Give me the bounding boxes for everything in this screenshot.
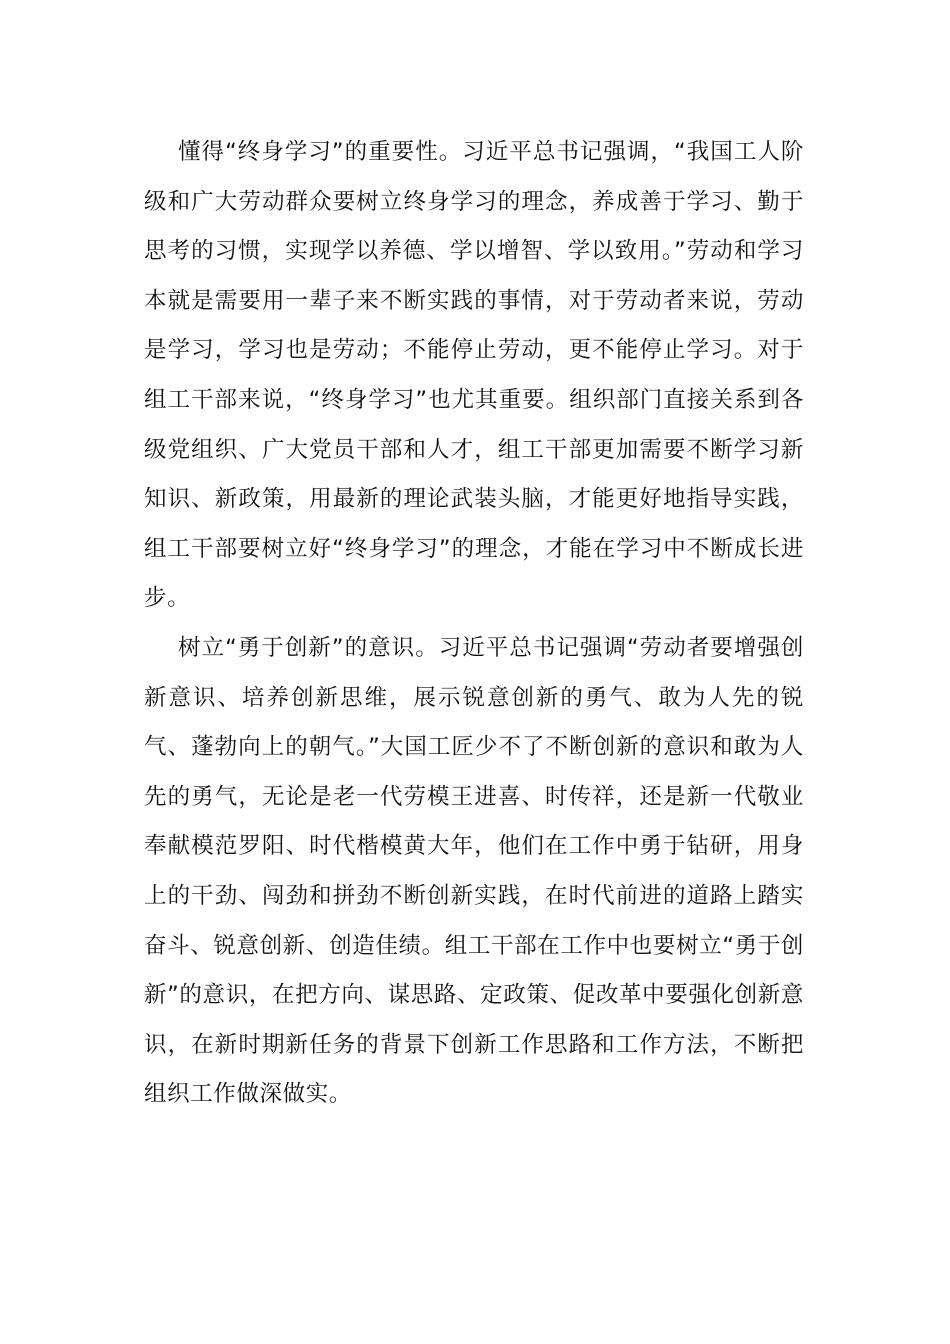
- paragraph-innovation: 树立“勇于创新”的意识。习近平总书记强调“劳动者要增强创新意识、培养创新思维，展示锐意创新的勇气、敢为人先的锐气、蓬勃向上的朝气。”大国工匠少不了不断创新的意识和敢为人先的勇气，无论是老一代劳模王进喜、时传祥，还是新一代敬业奉献模范罗阳、时代楷模黄大年，他们在工作中勇于钻研，用身上的干劲、闯劲和拼劲不断创新实践，在时代前进的道路上踏实奋斗、锐意创新、创造佳绩。组工干部在工作中也要树立“勇于创新”的意识，在把方向、谋思路、定政策、促改革中要强化创新意识，在新时期新任务的背景下创新工作思路和工作方法，不断把组织工作做深做实。: [144, 634, 804, 1108]
- paragraph-lifelong-learning: 懂得“终身学习”的重要性。习近平总书记强调，“我国工人阶级和广大劳动群众要树立终身学习的理念，养成善于学习、勤于思考的习惯，实现学以养德、学以增智、学以致用。”劳动和学习本就是需要用一辈子来不断实践的事情，对于劳动者来说，劳动是学习，学习也是劳动；不能停止劳动，更不能停止学习。对于组工干部来说，“终身学习”也尤其重要。组织部门直接关系到各级党组织、广大党员干部和人才，组工干部更加需要不断学习新知识、新政策，用最新的理论武装头脑，才能更好地指导实践，组工干部要树立好“终身学习”的理念，才能在学习中不断成长进步。: [144, 139, 804, 612]
- document-page: [144, 128, 804, 1120]
